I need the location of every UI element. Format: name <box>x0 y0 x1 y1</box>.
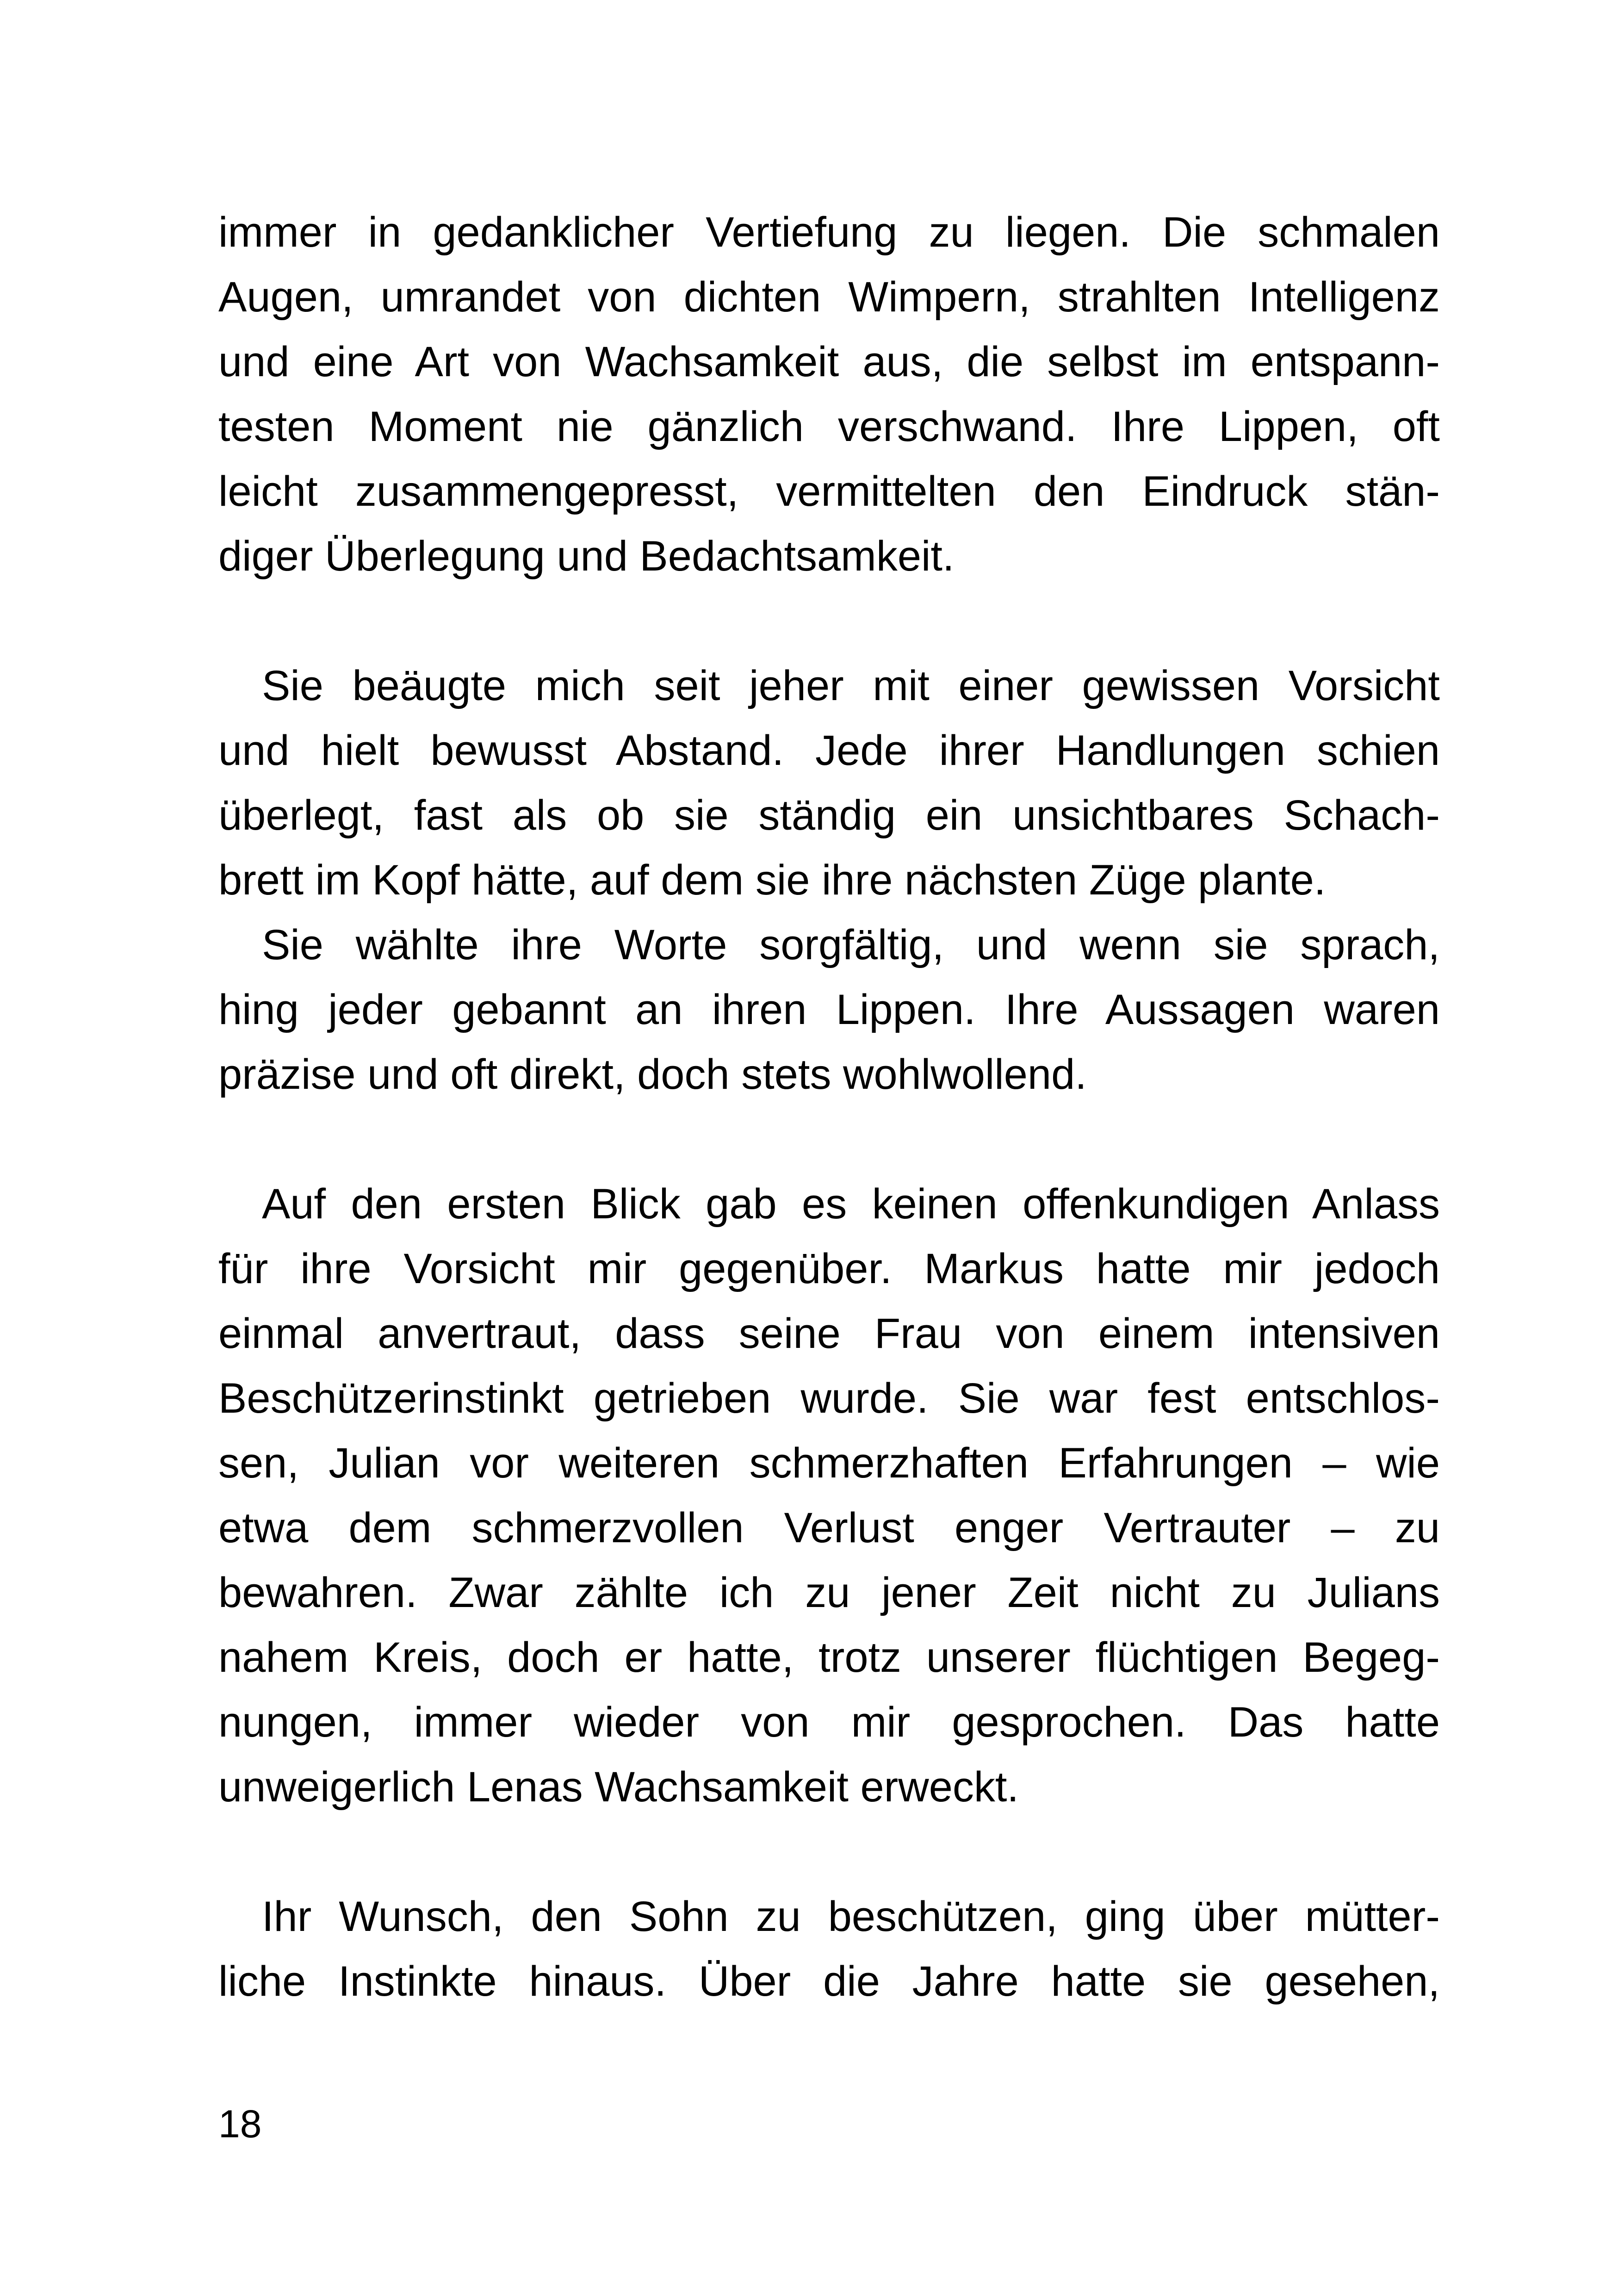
body-text <box>218 200 1440 2014</box>
text-line: Ihr Wunsch, den Sohn zu beschützen, ging über mütter- <box>262 1893 1440 1940</box>
text-line: nungen, immer wieder von mir gesprochen. Das hatte <box>218 1699 1440 1746</box>
text-line: diger Überlegung und Bedachtsamkeit. <box>218 533 955 580</box>
text-line: etwa dem schmerzvollen Verlust enger Vertrauter – zu <box>218 1504 1440 1551</box>
text-line: nahem Kreis, doch er hatte, trotz unserer flüchtigen Begeg- <box>218 1634 1440 1681</box>
text-line: Augen, umrandet von dichten Wimpern, strahlten Intelligenz <box>218 273 1440 321</box>
page-number: 18 <box>218 2102 262 2146</box>
paragraph-gap <box>218 1107 1440 1172</box>
paragraph-gap <box>218 589 1440 653</box>
text-line: sen, Julian vor weiteren schmerzhaften Erfahrungen – wie <box>218 1440 1440 1487</box>
text-line: liche Instinkte hinaus. Über die Jahre hatte sie gesehen, <box>218 1958 1440 2005</box>
text-line: Beschützerinstinkt getrieben wurde. Sie war fest entschlos- <box>218 1375 1440 1422</box>
text-line: einmal anvertraut, dass seine Frau von einem intensiven <box>218 1310 1440 1357</box>
text-line: präzise und oft direkt, doch stets wohlwollend. <box>218 1051 1087 1098</box>
text-line: bewahren. Zwar zählte ich zu jener Zeit nicht zu Julians <box>218 1569 1440 1616</box>
text-line: für ihre Vorsicht mir gegenüber. Markus hatte mir jedoch <box>218 1245 1440 1292</box>
text-line: und hielt bewusst Abstand. Jede ihrer Handlungen schien <box>218 727 1440 774</box>
text-line: brett im Kopf hätte, auf dem sie ihre nächsten Züge plante. <box>218 856 1326 904</box>
text-line: Auf den ersten Blick gab es keinen offenkundigen Anlass <box>262 1180 1440 1228</box>
text-line: immer in gedanklicher Vertiefung zu liegen. Die schmalen <box>218 209 1440 256</box>
text-line: leicht zusammengepresst, vermittelten den Eindruck stän- <box>218 468 1440 515</box>
text-line: Sie beäugte mich seit jeher mit einer gewissen Vorsicht <box>262 662 1440 709</box>
paragraph-gap <box>218 1819 1440 1884</box>
text-line: testen Moment nie gänzlich verschwand. Ihre Lippen, oft <box>218 403 1440 450</box>
text-line: unweigerlich Lenas Wachsamkeit erweckt. <box>218 1763 1019 1811</box>
text-line: und eine Art von Wachsamkeit aus, die selbst im entspann- <box>218 338 1440 385</box>
text-line: Sie wählte ihre Worte sorgfältig, und wenn sie sprach, <box>262 921 1440 968</box>
text-line: hing jeder gebannt an ihren Lippen. Ihre Aussagen waren <box>218 986 1440 1033</box>
text-line: überlegt, fast als ob sie ständig ein unsichtbares Schach- <box>218 792 1440 839</box>
